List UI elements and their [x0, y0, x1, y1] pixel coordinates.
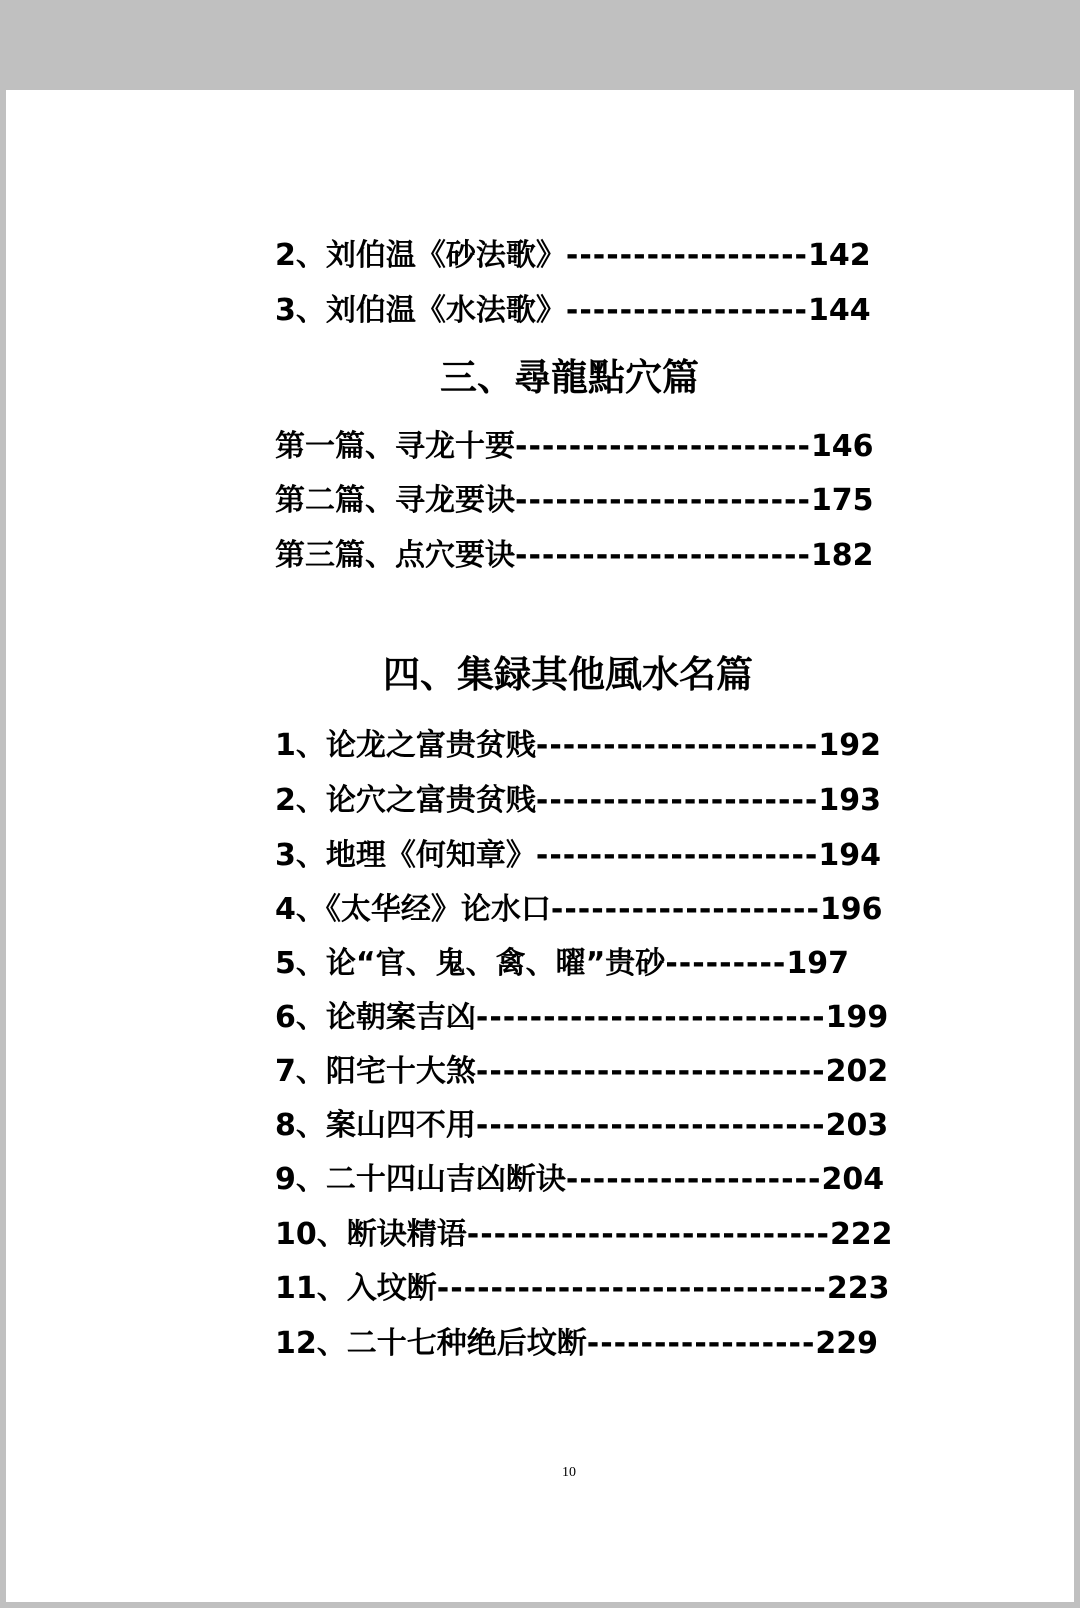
toc-entry-leader: --------------------------	[475, 1054, 826, 1089]
toc-entry-title: 2、刘伯温《砂法歌》	[275, 238, 566, 273]
toc-entry-leader: -----------------------------	[436, 1271, 827, 1306]
toc-entry-page: 142	[808, 238, 871, 273]
toc-entry-page: 175	[810, 483, 874, 518]
toc-entry-title: 7、阳宅十大煞	[275, 1054, 476, 1089]
toc-entry	[275, 429, 874, 465]
toc-entry-page: 204	[821, 1162, 885, 1197]
toc-entry-leader: ----------------------	[515, 483, 811, 518]
toc-entry-title: 5、论“官、鬼、禽、曜”贵砂	[275, 946, 666, 981]
toc-entry-leader: ---------------------	[535, 783, 819, 818]
toc-entry	[275, 538, 874, 574]
toc-entry-leader: ------------------	[565, 238, 808, 273]
toc-entry-page: 144	[808, 293, 871, 328]
section-heading: 三、尋龍點穴篇	[440, 356, 699, 399]
toc-entry-title: 10、断诀精语	[275, 1217, 467, 1252]
toc-entry	[275, 483, 874, 519]
toc-entry	[275, 1162, 884, 1198]
toc-entry-leader: -----------------	[586, 1326, 816, 1361]
toc-entry-leader: ---------------------------	[466, 1217, 830, 1252]
toc-entry-title: 9、二十四山吉凶断诀	[275, 1162, 566, 1197]
toc-entry	[275, 1271, 889, 1307]
toc-entry-leader: ---------------------	[535, 728, 819, 763]
toc-entry-leader: ---------------------	[535, 838, 819, 873]
toc-entry-leader: ----------------------	[515, 429, 811, 464]
toc-entry-page: 146	[810, 429, 874, 464]
toc-entry-title: 1、论龙之富贵贫贱	[275, 728, 536, 763]
toc-entry	[275, 1108, 888, 1144]
toc-entry-title: 12、二十七种绝后坟断	[275, 1326, 587, 1361]
toc-entry-title: 11、入坟断	[275, 1271, 437, 1306]
toc-entry	[275, 946, 849, 982]
toc-entry-leader: --------------------------	[475, 1000, 826, 1035]
toc-entry	[275, 728, 881, 764]
toc-entry-leader: --------------------	[550, 892, 820, 927]
toc-entry-page: 222	[829, 1217, 893, 1252]
toc-entry-page: 194	[818, 838, 881, 873]
toc-entry	[275, 1217, 893, 1253]
toc-entry-page: 229	[815, 1326, 879, 1361]
toc-entry-title: 6、论朝案吉凶	[275, 1000, 476, 1035]
toc-entry-title: 第三篇、点穴要诀	[275, 538, 515, 573]
section-heading: 四、集録其他風水名篇	[383, 653, 753, 696]
document-page	[6, 90, 1074, 1602]
toc-entry	[275, 238, 871, 274]
toc-entry	[275, 838, 881, 874]
toc-entry-leader: ------------------	[565, 293, 808, 328]
toc-entry-page: 196	[819, 892, 883, 927]
toc-entry	[275, 1054, 888, 1090]
toc-entry-leader: ---------	[665, 946, 787, 981]
toc-entry	[275, 1000, 888, 1036]
toc-entry-title: 2、论穴之富贵贫贱	[275, 783, 536, 818]
toc-entry-title: 第二篇、寻龙要诀	[275, 483, 515, 518]
toc-entry-page: 199	[825, 1000, 889, 1035]
toc-entry-title: 第一篇、寻龙十要	[275, 429, 515, 464]
toc-entry-leader: -------------------	[565, 1162, 822, 1197]
toc-entry-page: 193	[818, 783, 881, 818]
toc-entry	[275, 1326, 878, 1362]
toc-entry-page: 223	[826, 1271, 890, 1306]
toc-entry-leader: --------------------------	[475, 1108, 826, 1143]
toc-entry	[275, 783, 881, 819]
toc-entry-page: 182	[810, 538, 874, 573]
toc-entry-title: 3、地理《何知章》	[275, 838, 536, 873]
toc-entry-title: 8、案山四不用	[275, 1108, 476, 1143]
toc-entry-page: 203	[825, 1108, 889, 1143]
toc-entry-title: 3、刘伯温《水法歌》	[275, 293, 566, 328]
toc-entry-leader: ----------------------	[515, 538, 811, 573]
toc-entry-title: 4、《太华经》论水口	[275, 892, 551, 927]
toc-entry-page: 202	[825, 1054, 889, 1089]
toc-entry-page: 197	[786, 946, 849, 981]
toc-entry	[275, 293, 871, 329]
toc-entry-page: 192	[818, 728, 881, 763]
toc-entry	[275, 892, 883, 928]
page-number: 10	[562, 1465, 576, 1480]
